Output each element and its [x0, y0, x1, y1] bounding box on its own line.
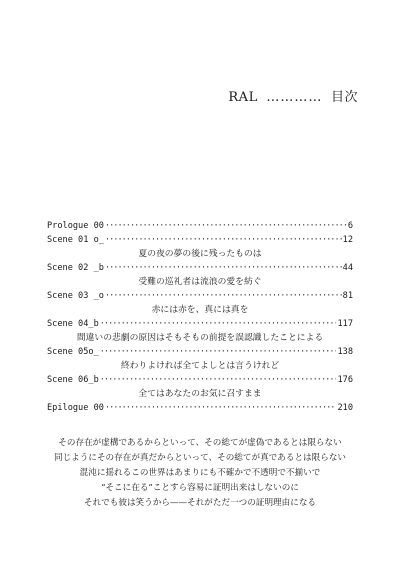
- toc-entry-name: Epilogue 00: [47, 403, 104, 413]
- toc-entry-name: Scene 03 _o: [47, 291, 104, 301]
- toc-entry-name: Scene 01 o_: [47, 235, 104, 245]
- toc-entry-page: 6: [347, 221, 353, 231]
- dot-leader: [105, 261, 342, 275]
- toc-chapter-subtitle: 間違いの悲劇の原因はそもそもの前提を誤認識したことによる: [76, 333, 324, 343]
- epigraph-line: その存在が虚構であるからといって、その総てが虚偽であるとは限らない: [58, 438, 342, 448]
- toc-entry: [47, 219, 353, 233]
- toc-entry-name: Scene 04_b: [47, 319, 99, 329]
- dot-leader: [105, 289, 342, 303]
- toc-header: [228, 86, 358, 105]
- toc-chapter-subtitle: 終わりよければ全てよしとは言うけれど: [120, 361, 280, 371]
- toc-entry-name: Scene 02 _b: [47, 263, 104, 273]
- toc-chapter-subtitle: 夏の夜の夢の後に残ったものは: [138, 249, 262, 259]
- toc-entry-name: Scene 05o_: [47, 347, 99, 357]
- toc-entry: [47, 317, 353, 331]
- toc-entry-page: 117: [337, 319, 353, 329]
- author-name: RAL: [228, 90, 258, 105]
- toc-entry: [47, 345, 353, 359]
- toc-entry: [47, 261, 353, 275]
- toc-chapter-subtitle: 受難の巡礼者は流浪の愛を紡ぐ: [138, 277, 262, 287]
- table-of-contents: [47, 219, 353, 415]
- toc-entry-page: 81: [342, 291, 353, 301]
- toc-chapter-subtitle: 赤には赤を、真には真を: [151, 305, 249, 315]
- dot-leader: [100, 373, 337, 387]
- epigraph-line: 同じようにその存在が真だからといって、その総てが真であるとは限らない: [53, 453, 347, 463]
- epigraph: [0, 436, 400, 511]
- epigraph-line: 混沌に揺れるこの世界はあまりにも不確かで不透明で不揃いで: [79, 468, 321, 478]
- toc-entry-page: 138: [337, 347, 353, 357]
- epigraph-line: “そこに在る”ことすら容易に証明出来はしないのに: [101, 483, 299, 493]
- page-title: 目次: [330, 90, 358, 105]
- dot-leader: [105, 233, 342, 247]
- dot-leader: [100, 345, 337, 359]
- dot-leader: [100, 317, 337, 331]
- toc-entry-name: Scene 06_b: [47, 375, 99, 385]
- toc-entry: [47, 233, 353, 247]
- toc-entry: [47, 373, 353, 387]
- header-dots: …………: [266, 90, 323, 105]
- toc-entry-page: 176: [337, 375, 353, 385]
- toc-entry-page: 12: [342, 235, 353, 245]
- toc-chapter-subtitle: 全てはあなたのお気に召すまま: [138, 389, 262, 399]
- dot-leader: [105, 401, 337, 415]
- dot-leader: [105, 219, 347, 233]
- toc-entry: [47, 289, 353, 303]
- toc-entry-page: 210: [337, 403, 353, 413]
- toc-entry-page: 44: [342, 263, 353, 273]
- epigraph-line: それでも彼は笑うから——それがただ一つの証明理由になる: [83, 498, 317, 508]
- toc-entry: [47, 401, 353, 415]
- toc-entry-name: Prologue 00: [47, 221, 104, 231]
